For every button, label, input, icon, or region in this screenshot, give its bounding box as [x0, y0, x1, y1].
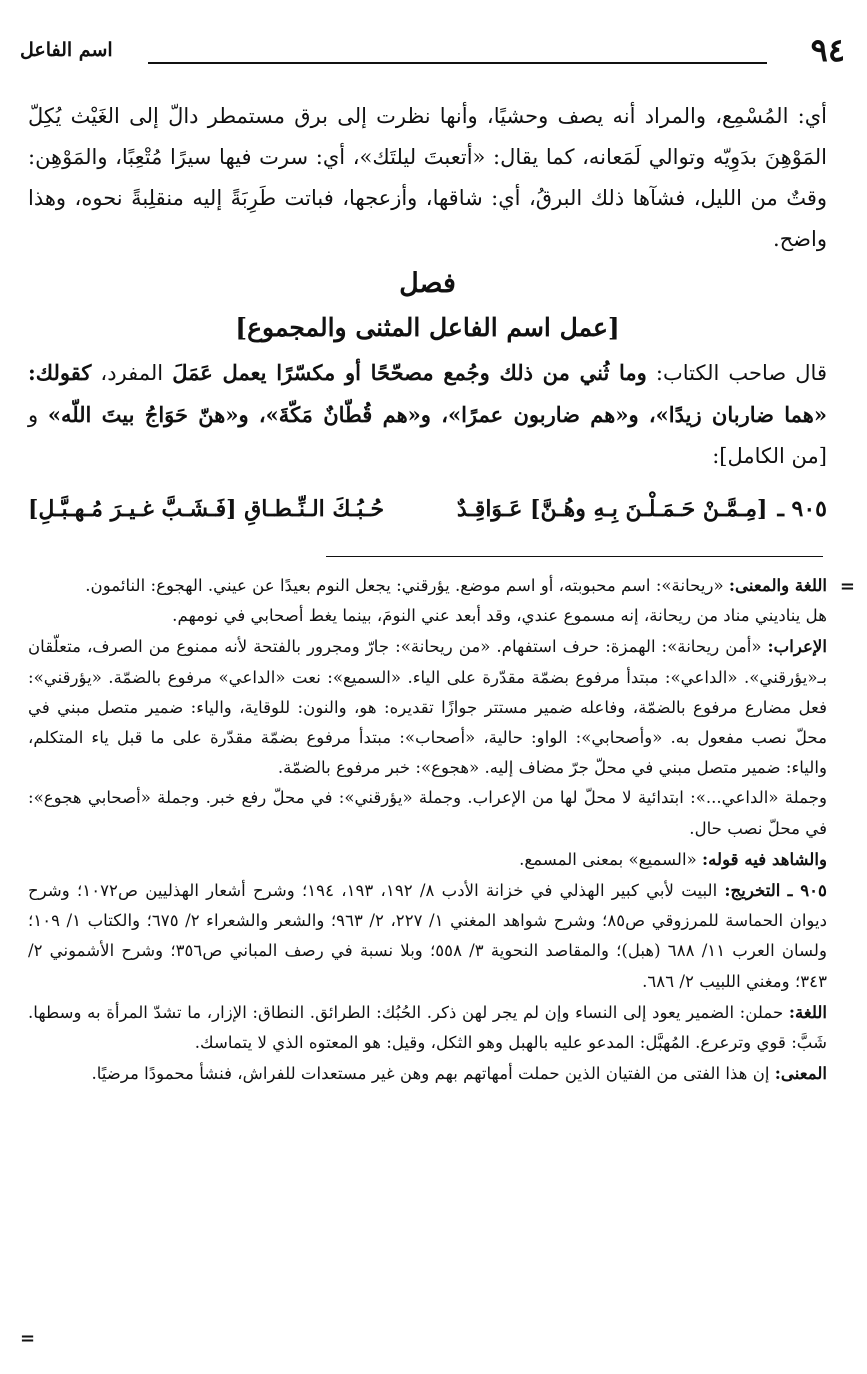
- continuation-mark-bottom: =: [20, 1328, 36, 1349]
- verse-number: ٩٠٥ ـ: [777, 496, 827, 522]
- verse-first-hemistich: [مِـمَّـنْ حَـمَـلْـنَ بِـهِ وهُـنَّ] عَـوَاقِـدٌ: [456, 496, 768, 522]
- footnotes: [28, 570, 827, 1089]
- footnote-number: ٩٠٥ ـ: [787, 880, 827, 901]
- footnote-label: المعنى:: [774, 1063, 827, 1084]
- footnote-text: «أمن ريحانة»: الهمزة: حرف استفهام. «من ريحانة»: جارّ ومجرور بالفتحة لأنه ممنوع من الصرف، متعلّقان بـ«يؤرقني». «الداعي»: مبتدأ مرفوع بضمّة مقدّرة على الياء. «السميع»: نعت «الداعي» مرفوع بالضمّة. «يؤرقني»: فعل مضارع مرفوع بالضمّة، وفاعله ضمير مستتر جوازًا تقديره: هو، والنون: للوقاية، والياء: ضمير متصل مبني في محلّ نصب مفعول به. «وأصحابي»: الواو: حالية، «أصحاب»: مبتدأ مرفوع بضمّة مقدّرة على ما قبل ياء المتكلم، والياء: ضمير متصل مبني في محلّ جرّ مضاف إليه. «هجوع»: خبر مرفوع بالضمّة.: [28, 637, 827, 778]
- continuation-mark-top: =: [839, 576, 855, 597]
- quote-plain: المفرد،: [91, 361, 173, 385]
- footnote-meaning: هل يناديني مناد من ريحانة، إنه مسموع عندي، وقد أبعد عني النومَ، بينما يغط أصحابي في نومهم.: [172, 606, 827, 626]
- footnote-text: البيت لأبي كبير الهذلي في خزانة الأدب ٨/ ١٩٢، ١٩٣، ١٩٤؛ وشرح أشعار الهذليين ص١٠٧٢؛ وشرح ديوان الحماسة للمرزوقي ص٨٥؛ وشرح شواهد المغني ١/ ٢٢٧، ٢/ ٩٦٣؛ والشعر والشعراء ٢/ ٦٧٥؛ والكتاب ١/ ١٠٩؛ ولسان العرب ١١/ ٦٨٨ (هبل)؛ والمقاصد النحوية ٣/ ٥٥٨؛ وبلا نسبة في رصف المباني ص٣٥٦؛ وشرح الأشموني ٢/ ٣٤٣؛ ومغني اللبيب ٢/ ٦٨٦.: [28, 881, 828, 991]
- quote-paragraph: [28, 352, 827, 477]
- footnote-label: اللغة:: [788, 1001, 827, 1022]
- verse-line: [28, 487, 827, 531]
- footnote-jumla: وجملة «الداعي...»: ابتدائية لا محلّ لها من الإعراب. وجملة «يؤرقني»: في محلّ رفع خبر. وجملة «أصحابي هجوع»: في محلّ نصب حال.: [28, 788, 827, 838]
- running-title: اسم الفاعل: [20, 39, 113, 61]
- header-rule: [148, 62, 767, 64]
- footnote-label: التخريج:: [724, 880, 781, 901]
- footnote-takhrij: [28, 875, 827, 997]
- quote-bold: وما ثُني من ذلك وجُمع مصحّحًا أو مكسّرًا يعمل عَمَلَ: [172, 360, 647, 385]
- section-subtitle: [عمل اسم الفاعل المثنى والمجموع]: [235, 313, 620, 342]
- page-number: ٩٤: [810, 31, 845, 69]
- footnote-text: «ريحانة»: اسم محبوبته، أو اسم موضع. يؤرقني: يجعل النوم بعيدًا عن عيني. الهجوع: النائمون.: [85, 576, 729, 595]
- footnote-text: إن هذا الفتى من الفتيان الذين حملت أمهاتهم بهم وهن غير مستعدات للفراش، فنشأ محمودًا مرضيًا.: [91, 1064, 775, 1084]
- quote-end: و [من الكامل]:: [28, 403, 827, 468]
- footnote-text: حملن: الضمير يعود إلى النساء وإن لم يجر لهن ذكر. الحُبُك: الطرائق. النطاق: الإزار، ما تشدّ المرأة به وسطها. شَبَّ: قوي وترعرع. المُهبَّل: المدعو عليه بالهبل وهو الثكل، وقيل: هو المعتوه الذي لا يتماسك.: [28, 1002, 827, 1053]
- footnote-maana: [28, 1058, 827, 1089]
- body-paragraph: أي: المُسْمِع، والمراد أنه يصف وحشيًا، وأنها نظرت إلى برق مستمطر دالّ إلى الغَيْث يُكِلّ المَوْهِنَ بدَوِيّه وتوالي لَمَعانه، كما يقال: «أتعبتَ ليلتَك»، أي: سرت فيها سيرًا مُتْعِبًا، والمَوْهِن: وقتٌ من الليل، فشآها ذلك البرقُ، أي: شاقها، وأزعجها، فباتت طَرِبَةً إليه منقلِبةً نحوه، وهذا واضح.: [28, 104, 827, 251]
- footnote-shahid: [28, 844, 827, 875]
- footnote-rule: [326, 556, 823, 557]
- section-title: فصل: [399, 268, 456, 299]
- quote-examples: كقولك: «هما ضاربان زيدًا»، و«هم ضاربون عمرًا»، و«هم قُطّانٌ مَكّةَ»، و«هنّ حَوَاجُ بيتَ اللّه»: [28, 360, 827, 427]
- footnote-label: والشاهد فيه قوله:: [702, 848, 827, 869]
- footnote-label: اللغة والمعنى:: [728, 575, 827, 595]
- page-header: [20, 28, 845, 72]
- footnote-irab: [28, 631, 827, 783]
- verse-second-hemistich: حُـبُـكَ الـنِّـطـاقِ [فَـشَـبَّ غـيـرَ مُـهـبَّـلِ]: [28, 496, 385, 522]
- footnote-label: الإعراب:: [767, 636, 827, 657]
- footnote-text: «السميع» بمعنى المسمع.: [519, 849, 703, 869]
- footnote-lugha: [28, 997, 827, 1058]
- footnote-lugha-maana: [28, 570, 827, 601]
- main-text: [28, 96, 827, 531]
- quote-intro: قال صاحب الكتاب:: [646, 361, 827, 385]
